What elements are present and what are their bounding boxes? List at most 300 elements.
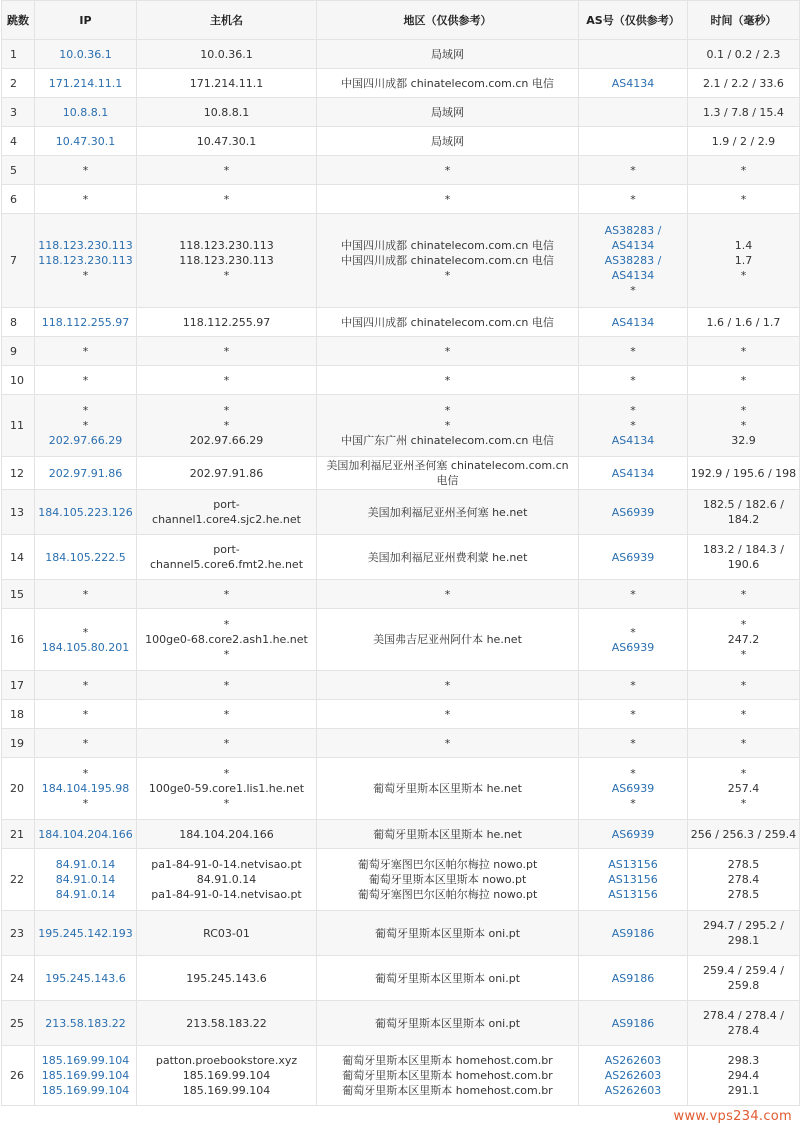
location-text: 葡萄牙里斯本区里斯本 homehost.com.br (342, 1054, 553, 1067)
time-text: * (740, 707, 747, 721)
hostname-text: * (223, 678, 230, 692)
location-text: * (444, 344, 451, 358)
ip-text: * (82, 736, 89, 750)
ip-text[interactable]: 10.47.30.1 (55, 134, 116, 148)
time-text: * (740, 736, 747, 750)
time-text: * (740, 618, 747, 631)
ip-cell (35, 366, 137, 395)
header-location: 地区（仅供参考） (317, 1, 579, 40)
location-text: 中国四川成都 chinatelecom.com.cn 电信 (341, 254, 554, 267)
as-text: * (630, 767, 636, 780)
ip-text[interactable]: 184.104.204.166 (38, 827, 133, 841)
time-text: * (740, 678, 747, 692)
location-text: * (444, 587, 451, 601)
as-cell (579, 337, 688, 366)
ip-cell (35, 700, 137, 729)
time-text: * (740, 163, 747, 177)
time-text: 278.4 / 278.4 / (703, 1009, 784, 1022)
time-text: * (740, 767, 747, 780)
as-text[interactable]: AS6939 (611, 782, 655, 795)
table-row (2, 820, 800, 849)
ip-text[interactable]: 185.169.99.104 (41, 1084, 130, 1097)
as-cell (579, 729, 688, 758)
ip-cell (35, 671, 137, 700)
as-cell (579, 956, 688, 1001)
time-cell (688, 849, 800, 911)
ip-text[interactable]: 195.245.143.6 (45, 971, 126, 985)
as-text[interactable]: AS6939 (611, 827, 655, 841)
ip-cell (35, 1046, 137, 1106)
ip-text: * (82, 192, 89, 206)
ip-text[interactable]: 84.91.0.14 (55, 888, 116, 901)
location-text: * (444, 163, 451, 177)
hostname-text: RC03-01 (203, 926, 250, 940)
location-text: 葡萄牙里斯本区里斯本 oni.pt (374, 971, 521, 985)
ip-cell (35, 911, 137, 956)
as-text[interactable]: AS9186 (611, 926, 655, 940)
time-text: 0.1 / 0.2 / 2.3 (706, 47, 781, 61)
hostname-cell (137, 40, 317, 69)
hop-cell: 1 (2, 40, 35, 69)
hop-cell: 24 (2, 956, 35, 1001)
location-text: * (444, 404, 451, 417)
hostname-text: patton.proebookstore.xyz (155, 1054, 298, 1067)
ip-text[interactable]: 184.105.222.5 (45, 550, 126, 564)
location-text: 中国四川成都 chinatelecom.com.cn 电信 (341, 239, 554, 252)
as-cell (579, 308, 688, 337)
location-text: 美国弗吉尼亚州阿什本 he.net (373, 633, 522, 646)
table-row (2, 98, 800, 127)
time-cell (688, 308, 800, 337)
time-text: 247.2 (727, 633, 760, 646)
hostname-cell (137, 849, 317, 911)
ip-text[interactable]: 118.123.230.113 (38, 239, 133, 252)
time-text: * (740, 344, 747, 358)
as-cell (579, 700, 688, 729)
location-cell (317, 758, 579, 820)
as-cell (579, 609, 688, 671)
hostname-text: * (223, 648, 230, 661)
location-text: 电信 (436, 474, 459, 487)
hostname-cell (137, 98, 317, 127)
time-text: 1.9 / 2 / 2.9 (711, 134, 776, 148)
as-cell (579, 671, 688, 700)
time-cell (688, 956, 800, 1001)
as-text: * (630, 192, 636, 206)
time-text: 278.5 (727, 888, 760, 901)
location-text: * (444, 419, 451, 432)
time-text: 184.2 (727, 513, 760, 526)
location-cell (317, 214, 579, 308)
ip-text[interactable]: 118.123.230.113 (38, 254, 133, 267)
as-text[interactable]: AS6939 (611, 550, 655, 564)
ip-text[interactable]: 213.58.183.22 (45, 1016, 126, 1030)
table-row (2, 580, 800, 609)
location-cell (317, 535, 579, 580)
hostname-cell (137, 366, 317, 395)
hostname-cell (137, 308, 317, 337)
time-text: 278.4 (727, 873, 760, 886)
location-cell (317, 729, 579, 758)
ip-cell (35, 337, 137, 366)
hop-cell: 21 (2, 820, 35, 849)
as-text[interactable]: AS4134 (611, 434, 655, 447)
as-cell (579, 758, 688, 820)
hostname-text: 118.112.255.97 (182, 315, 271, 329)
ip-cell (35, 395, 137, 457)
time-cell (688, 758, 800, 820)
hop-cell: 15 (2, 580, 35, 609)
location-text: 局域网 (431, 47, 464, 61)
time-text: 278.5 (727, 858, 760, 871)
ip-text: * (82, 587, 89, 601)
ip-text[interactable]: 185.169.99.104 (41, 1054, 130, 1067)
as-cell (579, 1046, 688, 1106)
as-text: * (630, 344, 636, 358)
time-text: 1.3 / 7.8 / 15.4 (703, 105, 784, 119)
hostname-cell (137, 337, 317, 366)
location-cell (317, 700, 579, 729)
ip-cell (35, 758, 137, 820)
ip-text: * (82, 767, 89, 780)
hostname-text: channel5.core6.fmt2.he.net (149, 558, 304, 571)
time-text: 259.4 / 259.4 / (703, 964, 784, 977)
ip-cell (35, 956, 137, 1001)
location-cell (317, 308, 579, 337)
as-text[interactable]: AS9186 (611, 971, 655, 985)
time-cell (688, 127, 800, 156)
hop-cell: 18 (2, 700, 35, 729)
hostname-text: 184.104.204.166 (179, 827, 274, 841)
ip-text[interactable]: 184.105.223.126 (38, 505, 133, 519)
as-cell (579, 40, 688, 69)
hostname-text: 100ge0-59.core1.lis1.he.net (148, 782, 305, 795)
table-row (2, 758, 800, 820)
time-cell (688, 395, 800, 457)
table-row (2, 671, 800, 700)
as-text: * (630, 625, 636, 639)
time-text: 256 / 256.3 / 259.4 (690, 827, 797, 841)
ip-cell (35, 40, 137, 69)
header-ip: IP (35, 1, 137, 40)
ip-cell (35, 490, 137, 535)
location-cell (317, 609, 579, 671)
table-row (2, 185, 800, 214)
time-text: * (740, 404, 747, 417)
traceroute-table (1, 0, 800, 1106)
location-text: 局域网 (431, 105, 464, 119)
table-row (2, 214, 800, 308)
ip-text: * (82, 344, 89, 358)
as-text[interactable]: AS4134 (611, 466, 655, 480)
ip-text[interactable]: 202.97.66.29 (48, 434, 123, 447)
time-text: 192.9 / 195.6 / 198 (690, 466, 797, 480)
location-cell (317, 490, 579, 535)
as-cell (579, 98, 688, 127)
hostname-text: 185.169.99.104 (182, 1084, 271, 1097)
hostname-text: * (223, 163, 230, 177)
hop-cell: 4 (2, 127, 35, 156)
hostname-text: 195.245.143.6 (186, 971, 267, 985)
hostname-cell (137, 457, 317, 490)
location-text: 中国广东广州 chinatelecom.com.cn 电信 (341, 434, 554, 447)
hostname-text: * (223, 419, 230, 432)
hostname-text: * (223, 767, 230, 780)
ip-text: * (82, 419, 89, 432)
hostname-cell (137, 185, 317, 214)
time-text: * (740, 373, 747, 387)
as-cell (579, 457, 688, 490)
location-cell (317, 849, 579, 911)
ip-cell (35, 849, 137, 911)
hop-cell: 16 (2, 609, 35, 671)
location-cell (317, 127, 579, 156)
time-cell (688, 337, 800, 366)
ip-text: * (82, 373, 89, 387)
ip-cell (35, 535, 137, 580)
as-text[interactable]: AS262603 (604, 1084, 662, 1097)
location-text: 美国加利福尼亚州圣何塞 chinatelecom.com.cn (326, 459, 569, 472)
time-cell (688, 214, 800, 308)
time-text: 298.3 (727, 1054, 760, 1067)
hostname-text: port- (213, 543, 240, 556)
location-text: * (444, 707, 451, 721)
time-text: 294.7 / 295.2 / (703, 919, 784, 932)
time-text: * (740, 192, 747, 206)
time-text: 1.6 / 1.6 / 1.7 (706, 315, 781, 329)
time-text: 257.4 (727, 782, 760, 795)
location-cell (317, 956, 579, 1001)
table-row (2, 911, 800, 956)
as-text[interactable]: AS4134 (611, 76, 655, 90)
as-text[interactable]: AS4134 (611, 269, 655, 282)
time-text: * (740, 269, 747, 282)
time-cell (688, 185, 800, 214)
location-cell (317, 395, 579, 457)
header-hostname: 主机名 (137, 1, 317, 40)
ip-text[interactable]: 184.105.80.201 (41, 640, 130, 654)
hostname-cell (137, 395, 317, 457)
location-cell (317, 1046, 579, 1106)
hostname-text: * (223, 373, 230, 387)
ip-text[interactable]: 171.214.11.1 (48, 76, 123, 90)
hostname-cell (137, 490, 317, 535)
hostname-cell (137, 609, 317, 671)
ip-text: * (82, 269, 89, 282)
hop-cell: 17 (2, 671, 35, 700)
time-text: 190.6 (727, 558, 760, 571)
as-text[interactable]: AS4134 (611, 239, 655, 252)
hostname-text: * (223, 269, 230, 282)
as-cell (579, 490, 688, 535)
time-text: 183.2 / 184.3 / (703, 543, 784, 556)
as-cell (579, 1001, 688, 1046)
location-text: 中国四川成都 chinatelecom.com.cn 电信 (341, 76, 554, 90)
ip-cell (35, 1001, 137, 1046)
ip-text: * (82, 404, 89, 417)
table-row (2, 395, 800, 457)
as-text: * (630, 678, 636, 692)
location-text: 葡萄牙里斯本区里斯本 oni.pt (374, 926, 521, 940)
hostname-text: 202.97.91.86 (189, 466, 264, 480)
ip-text[interactable]: 118.112.255.97 (41, 315, 130, 329)
as-text[interactable]: AS262603 (604, 1069, 662, 1082)
ip-cell (35, 308, 137, 337)
as-text[interactable]: AS262603 (604, 1054, 662, 1067)
hostname-text: 118.123.230.113 (179, 239, 274, 252)
hostname-cell (137, 820, 317, 849)
time-text: 182.5 / 182.6 / (703, 498, 784, 511)
hostname-text: * (223, 797, 230, 810)
ip-text[interactable]: 10.8.8.1 (62, 105, 109, 119)
as-cell (579, 366, 688, 395)
table-row (2, 366, 800, 395)
as-text[interactable]: AS13156 (608, 858, 658, 871)
as-text[interactable]: AS13156 (608, 873, 658, 886)
location-text: 葡萄牙塞图巴尔区帕尔梅拉 nowo.pt (357, 888, 538, 901)
as-text[interactable]: AS13156 (608, 888, 658, 901)
table-row (2, 40, 800, 69)
location-text: * (444, 192, 451, 206)
as-text: * (630, 587, 636, 601)
ip-text: * (82, 163, 89, 177)
ip-cell (35, 69, 137, 98)
time-cell (688, 729, 800, 758)
ip-text[interactable]: 184.104.195.98 (41, 782, 130, 795)
table-row (2, 700, 800, 729)
hop-cell: 26 (2, 1046, 35, 1106)
as-text[interactable]: AS4134 (611, 315, 655, 329)
ip-text[interactable]: 84.91.0.14 (55, 858, 116, 871)
ip-cell (35, 156, 137, 185)
watermark: www.vps234.com (673, 1109, 792, 1124)
time-text: 259.8 (727, 979, 760, 992)
table-row (2, 1001, 800, 1046)
location-text: 葡萄牙里斯本区里斯本 homehost.com.br (342, 1084, 553, 1097)
ip-text[interactable]: 185.169.99.104 (41, 1069, 130, 1082)
as-text[interactable]: AS6939 (611, 640, 655, 654)
ip-text: * (82, 707, 89, 721)
hop-cell: 6 (2, 185, 35, 214)
hostname-cell (137, 156, 317, 185)
hostname-text: * (223, 344, 230, 358)
hostname-text: * (223, 192, 230, 206)
location-text: 葡萄牙里斯本区里斯本 oni.pt (374, 1016, 521, 1030)
as-text[interactable]: AS38283 / (604, 254, 662, 267)
location-text: 葡萄牙里斯本区里斯本 homehost.com.br (342, 1069, 553, 1082)
as-text: * (630, 284, 636, 297)
table-row (2, 308, 800, 337)
location-cell (317, 457, 579, 490)
hop-cell: 25 (2, 1001, 35, 1046)
hostname-text: 84.91.0.14 (196, 873, 257, 886)
location-cell (317, 185, 579, 214)
hostname-cell (137, 956, 317, 1001)
location-cell (317, 156, 579, 185)
hostname-text: 10.47.30.1 (196, 134, 257, 148)
ip-text[interactable]: 84.91.0.14 (55, 873, 116, 886)
hostname-text: * (223, 707, 230, 721)
location-text: 美国加利福尼亚州圣何塞 he.net (367, 505, 528, 519)
ip-text[interactable]: 202.97.91.86 (48, 466, 123, 480)
hop-cell: 23 (2, 911, 35, 956)
time-cell (688, 911, 800, 956)
as-text[interactable]: AS38283 / (604, 224, 662, 237)
hostname-cell (137, 911, 317, 956)
hop-cell: 19 (2, 729, 35, 758)
hostname-text: 118.123.230.113 (179, 254, 274, 267)
hostname-cell (137, 127, 317, 156)
as-text: * (630, 419, 636, 432)
time-text: 298.1 (727, 934, 760, 947)
as-cell (579, 214, 688, 308)
hostname-cell (137, 700, 317, 729)
table-row (2, 535, 800, 580)
ip-text[interactable]: 195.245.142.193 (38, 926, 133, 940)
hostname-cell (137, 729, 317, 758)
table-row (2, 609, 800, 671)
time-cell (688, 535, 800, 580)
location-text: * (444, 678, 451, 692)
hostname-text: * (223, 736, 230, 750)
time-text: 2.1 / 2.2 / 33.6 (703, 76, 784, 90)
ip-cell (35, 457, 137, 490)
hostname-text: * (223, 587, 230, 601)
table-header-row (2, 1, 800, 40)
hostname-cell (137, 535, 317, 580)
location-text: * (444, 736, 451, 750)
time-cell (688, 156, 800, 185)
ip-text[interactable]: 10.0.36.1 (59, 47, 112, 61)
location-cell (317, 40, 579, 69)
time-cell (688, 69, 800, 98)
header-hop: 跳数 (2, 1, 35, 40)
time-text: * (740, 587, 747, 601)
time-cell (688, 671, 800, 700)
hop-cell: 14 (2, 535, 35, 580)
hostname-text: pa1-84-91-0-14.netvisao.pt (151, 888, 302, 901)
hostname-cell (137, 580, 317, 609)
hop-cell: 13 (2, 490, 35, 535)
time-text: * (740, 419, 747, 432)
time-text: * (740, 797, 747, 810)
as-text: * (630, 163, 636, 177)
as-text[interactable]: AS9186 (611, 1016, 655, 1030)
time-cell (688, 98, 800, 127)
ip-text: * (82, 625, 89, 639)
table-row (2, 849, 800, 911)
location-cell (317, 98, 579, 127)
ip-cell (35, 729, 137, 758)
time-cell (688, 820, 800, 849)
hop-cell: 7 (2, 214, 35, 308)
time-cell (688, 609, 800, 671)
location-text: * (444, 373, 451, 387)
location-cell (317, 69, 579, 98)
time-cell (688, 366, 800, 395)
table-row (2, 1046, 800, 1106)
location-text: 葡萄牙里斯本区里斯本 he.net (373, 827, 522, 841)
location-text: 葡萄牙塞图巴尔区帕尔梅拉 nowo.pt (357, 858, 538, 871)
as-text[interactable]: AS6939 (611, 505, 655, 519)
time-cell (688, 1001, 800, 1046)
location-cell (317, 580, 579, 609)
as-cell (579, 156, 688, 185)
location-cell (317, 1001, 579, 1046)
table-row (2, 729, 800, 758)
ip-cell (35, 580, 137, 609)
ip-text: * (82, 678, 89, 692)
